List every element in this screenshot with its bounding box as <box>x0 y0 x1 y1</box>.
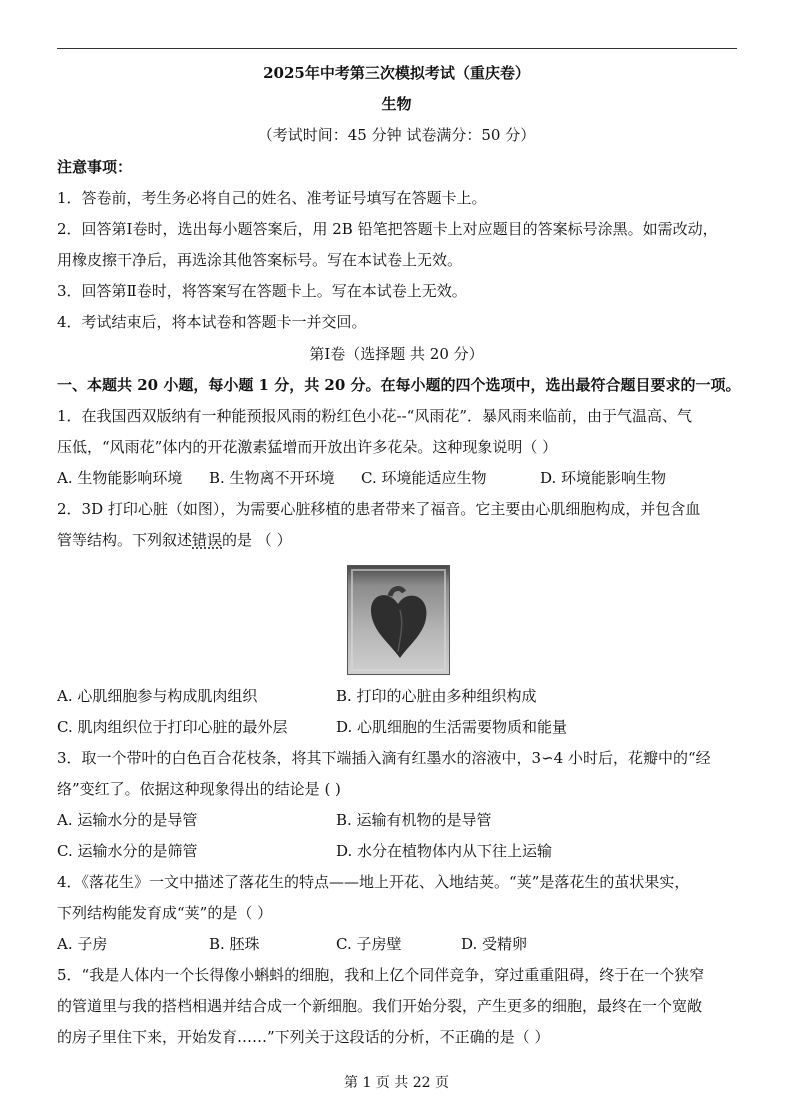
q1-stem-line2: 压低，“风雨花”体内的开花激素猛增而开放出许多花朵。这种现象说明（ ） <box>57 438 558 456</box>
notice-item: 1．答卷前，考生务必将自己的姓名、准考证号填写在答题卡上。 <box>57 189 487 207</box>
q5-stem-line2: 的管道里与我的搭档相遇并结合成一个新细胞。我们开始分裂，产生更多的细胞，最终在一个宽敞 <box>57 997 703 1015</box>
notice-item: 3．回答第Ⅱ卷时，将答案写在答题卡上。写在本试卷上无效。 <box>57 282 467 300</box>
q3-option-a: A. 运输水分的是导管 <box>57 811 198 829</box>
notice-item: 2．回答第Ⅰ卷时，选出每小题答案后，用 2B 铅笔把答题卡上对应题目的答案标号涂黑。如需改动， <box>57 220 718 238</box>
q4-option-b: B. 胚珠 <box>209 935 260 953</box>
q4-stem-line2: 下列结构能发育成“荚”的是（ ） <box>57 904 273 922</box>
heart-figure <box>347 565 450 675</box>
q3-option-b: B. 运输有机物的是导管 <box>336 811 492 829</box>
q1-option-a: A. 生物能影响环境 <box>57 469 183 487</box>
subject-title: 生物 <box>381 95 412 113</box>
q4-option-c: C. 子房壁 <box>336 935 402 953</box>
q5-stem-line1: 5．“我是人体内一个长得像小蝌蚪的细胞，我和上亿个同伴竞争，穿过重重阻碍，终于在一个狭窄 <box>57 966 705 984</box>
q1-option-c: C. 环境能适应生物 <box>361 469 487 487</box>
q2-option-a: A. 心肌细胞参与构成肌肉组织 <box>57 687 258 705</box>
q4-stem-line1: 4．《落花生》一文中描述了落花生的特点——地上开花、入地结荚。“荚”是落花生的茧状果实， <box>57 873 690 891</box>
q4-option-d: D. 受精卵 <box>461 935 528 953</box>
q2-emphasis: 错误 <box>192 531 223 549</box>
header-rule <box>57 48 737 49</box>
q1-stem-line1: 1．在我国西双版纳有一种能预报风雨的粉红色小花--“风雨花”．暴风雨来临前，由于气温高、气 <box>57 407 693 425</box>
q3-option-d: D. 水分在植物体内从下往上运输 <box>336 842 553 860</box>
q2-option-b: B. 打印的心脏由多种组织构成 <box>336 687 537 705</box>
q2-stem-line1: 2．3D 打印心脏（如图），为需要心脏移植的患者带来了福音。它主要由心肌细胞构成，并包含血 <box>57 500 701 518</box>
section-title: 第Ⅰ卷（选择题 共 20 分） <box>309 345 484 363</box>
q2-stem-post: 的是 （ ） <box>222 531 292 549</box>
q2-option-d: D. 心肌细胞的生活需要物质和能量 <box>336 718 568 736</box>
q3-stem-line2: 络”变红了。依据这种现象得出的结论是 ( ) <box>57 780 341 798</box>
exam-title: 2025年中考第三次模拟考试（重庆卷） <box>263 64 530 82</box>
q3-option-c: C. 运输水分的是筛管 <box>57 842 198 860</box>
q2-stem-pre: 管等结构。下列叙述 <box>57 531 193 549</box>
q2-option-c: C. 肌肉组织位于打印心脏的最外层 <box>57 718 288 736</box>
q3-stem-line1: 3．取一个带叶的白色百合花枝条，将其下端插入滴有红墨水的溶液中，3∽4 小时后，花瓣中的“经 <box>57 749 711 767</box>
notice-item: 4．考试结束后，将本试卷和答题卡一并交回。 <box>57 313 367 331</box>
q2-stem-line2 <box>57 530 747 550</box>
notice-item: 用橡皮擦干净后，再选涂其他答案标号。写在本试卷上无效。 <box>57 251 463 269</box>
heart-icon <box>348 566 449 674</box>
notice-heading: 注意事项： <box>57 158 133 176</box>
q4-option-a: A. 子房 <box>57 935 108 953</box>
q5-stem-line3: 的房子里住下来，开始发育……”下列关于这段话的分析，不正确的是（ ） <box>57 1028 550 1046</box>
q1-option-b: B. 生物离不开环境 <box>209 469 335 487</box>
section-instruction: 一、本题共 20 小题，每小题 1 分，共 20 分。在每小题的四个选项中，选出最符合题目要求的一项。 <box>57 376 741 394</box>
exam-info: （考试时间：45 分钟 试卷满分：50 分） <box>257 126 536 144</box>
page-number: 第 1 页 共 22 页 <box>344 1075 449 1091</box>
q1-option-d: D. 环境能影响生物 <box>540 469 667 487</box>
